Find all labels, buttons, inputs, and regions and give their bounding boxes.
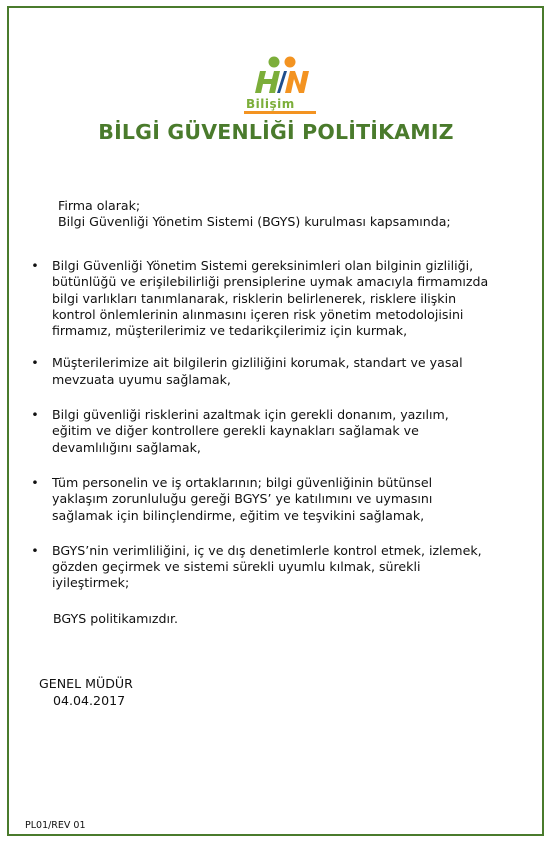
list-item-line: yaklaşım zorunluluğu gereği BGYS’ ye katılımını ve uymasını	[52, 491, 433, 507]
signer-title: GENEL MÜDÜR	[39, 676, 133, 691]
signer-date: 04.04.2017	[53, 692, 126, 708]
bullet-icon: •	[31, 258, 39, 273]
list-item-line: sağlamak için bilinçlendirme, eğitim ve teşvikini sağlamak,	[52, 507, 425, 523]
list-item-line: Bilgi güvenliği risklerini azaltmak için gerekli donanım, yazılım,	[52, 407, 449, 423]
list-item-line: Tüm personelin ve iş ortaklarının; bilgi güvenliğinin bütünsel	[52, 474, 433, 490]
list-item	[30, 475, 530, 524]
list-item-line: iyileştirmek;	[52, 575, 130, 591]
list-item-line: Müşterilerimize ait bilgilerin gizliliğini korumak, standart ve yasal	[52, 355, 463, 371]
list-item-line: devamlılığını sağlamak,	[52, 439, 201, 455]
list-item-line: mevzuata uyumu sağlamak,	[52, 371, 231, 387]
closing-text: BGYS politikamızdır.	[53, 611, 179, 626]
intro-text	[58, 198, 451, 231]
bullet-icon: •	[31, 355, 39, 371]
bullet-icon: •	[31, 407, 39, 423]
list-item-line: Bilgi Güvenliği Yönetim Sistemi gereksinimleri olan bilginin gizliliği,	[52, 258, 474, 273]
bullet-icon: •	[31, 474, 39, 490]
page-title: BİLGİ GÜVENLİĞİ POLİTİKAMIZ	[98, 120, 454, 144]
policy-list	[30, 258, 530, 592]
list-item	[30, 355, 530, 388]
list-item-line: bilgi varlıkları tanımlanarak, risklerin belirlenerek, risklere ilişkin	[52, 290, 457, 306]
document-code: PL01/REV 01	[25, 820, 86, 831]
intro-line: Bilgi Güvenliği Yönetim Sistemi (BGYS) kurulması kapsamında;	[58, 214, 451, 230]
logo-wordmark: Bilişim	[246, 97, 295, 111]
list-item-line: kontrol önlemlerinin alınmasını içeren risk yönetim metodolojisini	[52, 306, 464, 322]
list-item-line: bütünlüğü ve erişilebilirliği prensiplerine uymak amacıyla firmamızda	[52, 274, 489, 290]
bullet-icon: •	[31, 542, 39, 558]
list-item-line: gözden geçirmek ve sistemi sürekli uyumlu kılmak, sürekli	[52, 559, 421, 575]
signature-block	[39, 676, 133, 709]
logo-figures-icon	[244, 55, 320, 99]
list-item	[30, 407, 530, 456]
intro-line: Firma olarak;	[58, 198, 141, 213]
list-item-line: eğitim ve diğer kontrollere gerekli kaynakları sağlamak ve	[52, 423, 419, 439]
list-item	[30, 258, 530, 339]
logo-underline	[244, 111, 316, 114]
list-item-line: firmamız, müşterilerimiz ve tedarikçilerimiz için kurmak,	[52, 323, 408, 339]
list-item-line: BGYS’nin verimliliğini, iç ve dış denetimlerle kontrol etmek, izlemek,	[52, 542, 482, 558]
list-item	[30, 543, 530, 592]
